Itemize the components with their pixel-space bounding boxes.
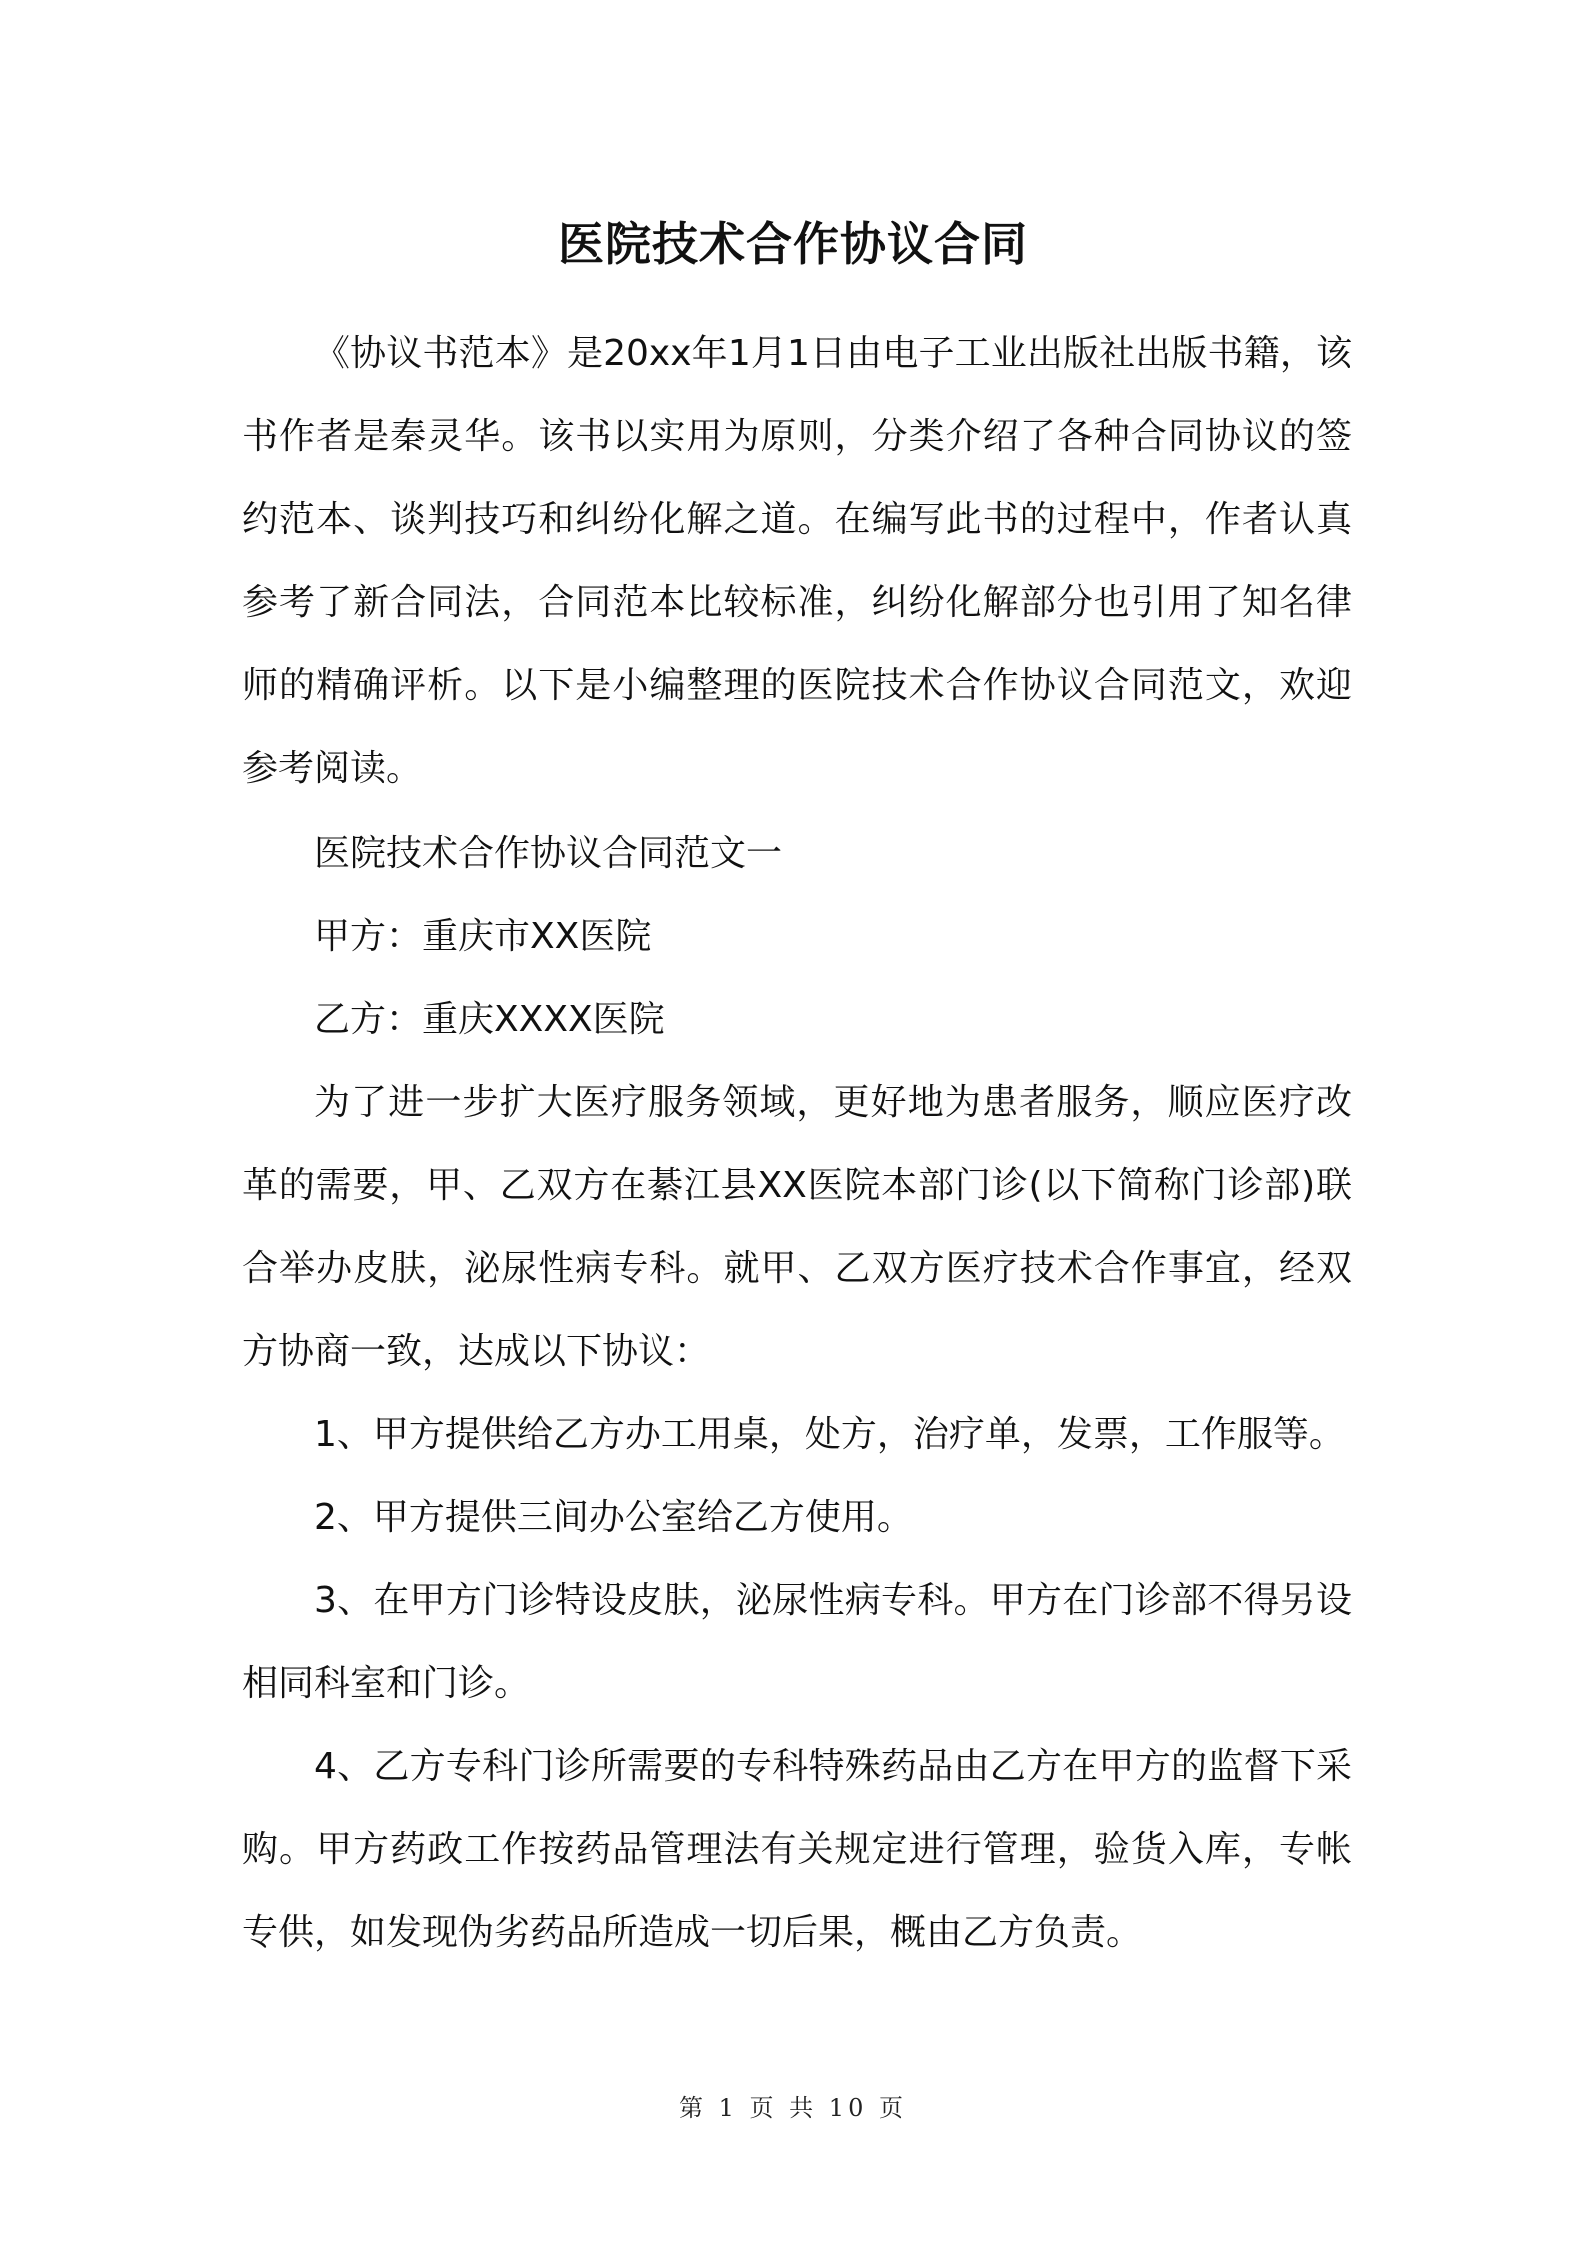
clause-4: 4、乙方专科门诊所需要的专科特殊药品由乙方在甲方的监督下采购。甲方药政工作按药品管理法有关规定进行管理，验货入库，专帐专供，如发现伪劣药品所造成一切后果，概由乙方负责。 <box>242 1746 1352 1953</box>
clause-1: 1、甲方提供给乙方办工用桌，处方，治疗单，发票，工作服等。 <box>314 1414 1345 1455</box>
clause-2: 2、甲方提供三间办公室给乙方使用。 <box>314 1497 913 1538</box>
document-title: 医院技术合作协议合同 <box>558 217 1028 271</box>
section-heading: 医院技术合作协议合同范文一 <box>314 833 783 874</box>
party-a-line: 甲方：重庆市XX医院 <box>314 916 652 957</box>
contract-section <box>242 812 1352 1974</box>
intro-section <box>242 312 1352 810</box>
clause-3: 3、在甲方门诊特设皮肤，泌尿性病专科。甲方在门诊部不得另设相同科室和门诊。 <box>242 1580 1352 1704</box>
intro-paragraph: 《协议书范本》是20xx年1月1日由电子工业出版社出版书籍，该书作者是秦灵华。该书以实用为原则，分类介绍了各种合同协议的签约范本、谈判技巧和纠纷化解之道。在编写此书的过程中，作者认真参考了新合同法，合同范本比较标准，纠纷化解部分也引用了知名律师的精确评析。以下是小编整理的医院技术合作协议合同范文，欢迎参考阅读。 <box>242 333 1352 789</box>
preamble-paragraph: 为了进一步扩大医疗服务领域，更好地为患者服务，顺应医疗改革的需要，甲、乙双方在綦江县XX医院本部门诊(以下简称门诊部)联合举办皮肤，泌尿性病专科。就甲、乙双方医疗技术合作事宜，经双方协商一致，达成以下协议： <box>242 1082 1352 1372</box>
page-number: 第 1 页 共 10 页 <box>679 2094 907 2122</box>
party-b-line: 乙方：重庆XXXX医院 <box>314 999 665 1040</box>
